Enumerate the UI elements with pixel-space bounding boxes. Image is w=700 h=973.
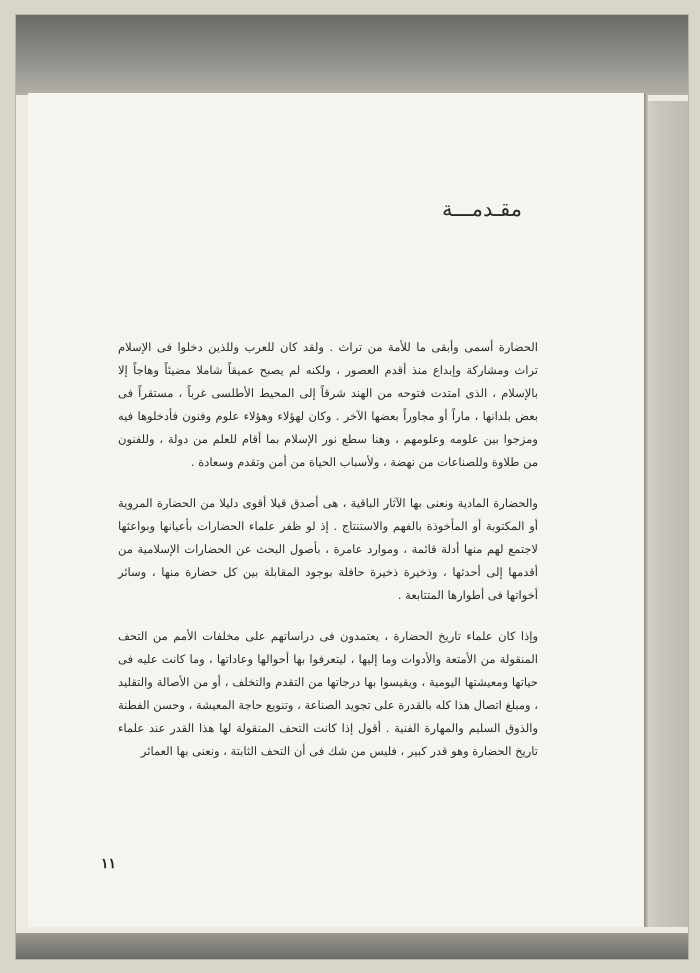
paragraph-1: الحضارة أسمى وأبقى ما للأمة من تراث . ولقد كان للعرب وللذين دخلوا فى الإسلام تراث ومشاركة وإبداع منذ أقدم العصور ، ولكنه لم يصبح عميقاً شاملا مضيئاً وهاجاً إلا بالإسلام ، الذى امتدت فتوحه من الهند شرقاً إلى المحيط الأطلسى غرباً ، مستقراً فى بعض بلدانها ، ماراً أو مجاوراً بعضها الآخر . وكان لهؤلاء وهؤلاء علوم وفنون فأدخلوها فيه ومزجوا بين علومه وعلومهم ، وهنا سطع نور الإسلام بما أقام للعلم من دولة ، وللفنون من طلاوة وللصناعات من نهضة ، ولأسباب الحياة من أمن وتقدم وسعادة .	[118, 340, 538, 469]
scan-shadow-bottom	[16, 933, 688, 959]
paragraph-2: والحضارة المادية ونعنى بها الآثار الباقية ، هى أصدق قيلا أقوى دليلا من الحضارة المروية أو المكتوبة أو المأخوذة بالفهم والاستنتاج . إذ لو ظفر علماء الحضارات بأعيانها وبواعثها لاجتمع لهم منها أدلة قائمة ، وموارد عامرة ، بأصول البحث عن الحضارات الإسلامية من أقدمها إلى أحدثها ، وذخيرة ذخيرة حافلة بوجود المقابلة بين كل حضارة منها ، وسائر أخواتها فى أطوارها المتتابعة .	[118, 496, 538, 602]
page-edge	[644, 93, 648, 927]
book-page	[28, 93, 644, 927]
page-title: مقـدمـــة	[441, 197, 522, 221]
scan-shadow-right	[644, 101, 688, 927]
scan-sheet	[15, 14, 689, 960]
scan-shadow-top	[16, 15, 688, 95]
body-text	[118, 336, 538, 781]
paragraph-3: وإذا كان علماء تاريخ الحضارة ، يعتمدون فى دراساتهم على مخلفات الأمم من التحف المنقولة من الأمتعة والأدوات وما إليها ، ليتعرفوا بها أحوالها وعاداتها ، وما كانت عليه فى حياتها ومعيشتها اليومية ، ويقيسوا بها درجاتها من التقدم والتخلف ، أو من الأصالة والتقليد ، ومبلغ اتصال هذا كله بالقدرة على تجويد الصناعة ، وتنويع حاجة المعيشة ، وحسن الفطنة والذوق السليم والمهارة الفنية . أقول إذا كانت التحف المنقولة لها هذا القدر عند علماء تاريخ الحضارة وهو قدر كبير ، فليس من شك فى أن التحف الثابتة ، ونعنى بها العمائر	[118, 629, 538, 758]
page-number: ١١	[101, 856, 117, 872]
